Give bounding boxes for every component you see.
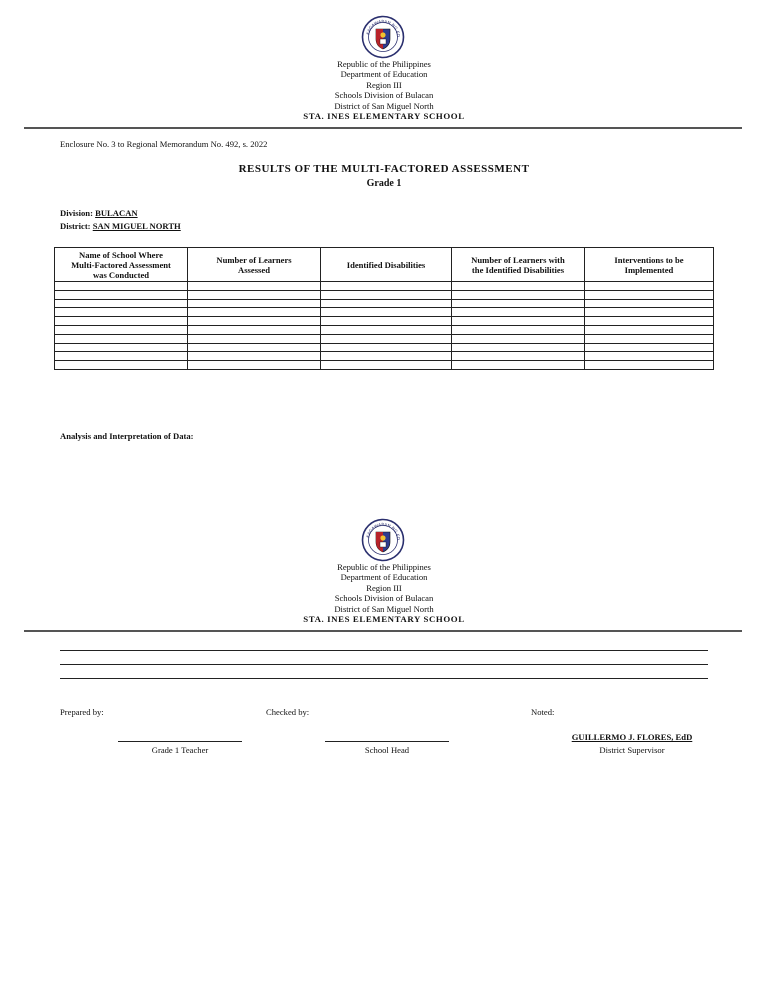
svg-text:KAGAWARAN NG EDUKASYON: KAGAWARAN NG ED xyxy=(365,18,402,38)
enclosure-note: Enclosure No. 3 to Regional Memorandum No. 492, s. 2022 xyxy=(60,139,268,149)
table-row xyxy=(55,334,714,343)
header-line: Department of Education xyxy=(340,69,428,80)
teacher-role: Grade 1 Teacher xyxy=(151,745,209,755)
table-cell[interactable] xyxy=(321,325,452,334)
analysis-label: Analysis and Interpretation of Data: xyxy=(60,431,194,441)
table-cell[interactable] xyxy=(585,343,714,352)
column-header: Name of School Where Multi-Factored Assessment was Conducted xyxy=(55,248,188,282)
table-cell[interactable] xyxy=(321,361,452,370)
table-header-row xyxy=(55,248,714,282)
table-cell[interactable] xyxy=(188,282,321,291)
checked-by-label: Checked by: xyxy=(266,707,310,717)
district-row xyxy=(60,221,181,231)
table-row xyxy=(55,343,714,352)
table-cell[interactable] xyxy=(55,308,188,317)
header-divider xyxy=(24,630,742,632)
head-role: School Head xyxy=(364,745,410,755)
table-cell[interactable] xyxy=(321,317,452,326)
table-cell[interactable] xyxy=(55,334,188,343)
table-cell[interactable] xyxy=(585,299,714,308)
deped-seal-icon xyxy=(361,518,405,562)
table-cell[interactable] xyxy=(452,282,585,291)
table-cell[interactable] xyxy=(585,334,714,343)
table-row xyxy=(55,290,714,299)
table-cell[interactable] xyxy=(55,317,188,326)
head-signature-line xyxy=(325,741,449,742)
teacher-signature-line xyxy=(118,741,242,742)
table-cell[interactable] xyxy=(452,299,585,308)
writing-line xyxy=(60,650,708,651)
document-title: RESULTS OF THE MULTI-FACTORED ASSESSMENT xyxy=(238,163,530,175)
table-cell[interactable] xyxy=(452,361,585,370)
table-cell[interactable] xyxy=(585,308,714,317)
header-line: Department of Education xyxy=(340,572,428,583)
table-row xyxy=(55,282,714,291)
header-line: Region III xyxy=(366,79,402,90)
table-cell[interactable] xyxy=(321,308,452,317)
header-line: Region III xyxy=(366,582,402,593)
header-line: Republic of the Philippines xyxy=(337,59,431,69)
header-divider xyxy=(24,127,742,129)
table-cell[interactable] xyxy=(188,361,321,370)
table-cell[interactable] xyxy=(188,352,321,361)
table-row xyxy=(55,352,714,361)
document-subtitle: Grade 1 xyxy=(366,178,402,189)
header-line: District of San Miguel North xyxy=(334,100,434,111)
table-cell[interactable] xyxy=(55,282,188,291)
table-cell[interactable] xyxy=(452,334,585,343)
table-cell[interactable] xyxy=(188,308,321,317)
column-header: Number of Learners with the Identified Disabilities xyxy=(452,248,585,282)
table-cell[interactable] xyxy=(585,352,714,361)
table-cell[interactable] xyxy=(452,317,585,326)
noted-label: Noted: xyxy=(531,707,555,717)
division-label: Division: xyxy=(60,208,93,218)
table-cell[interactable] xyxy=(188,317,321,326)
division-value: BULACAN xyxy=(95,208,138,218)
table-cell[interactable] xyxy=(452,308,585,317)
table-row xyxy=(55,325,714,334)
prepared-by-label: Prepared by: xyxy=(60,707,104,717)
writing-line xyxy=(60,664,708,665)
table-cell[interactable] xyxy=(452,290,585,299)
table-cell[interactable] xyxy=(585,290,714,299)
column-header: Identified Disabilities xyxy=(321,248,452,282)
table-cell[interactable] xyxy=(321,352,452,361)
table-cell[interactable] xyxy=(188,299,321,308)
table-cell[interactable] xyxy=(188,334,321,343)
table-row xyxy=(55,317,714,326)
writing-line xyxy=(60,678,708,679)
school-name: STA. INES ELEMENTARY SCHOOL xyxy=(303,614,465,625)
agency-header xyxy=(0,562,768,625)
district-label: District: xyxy=(60,221,91,231)
table-cell[interactable] xyxy=(188,343,321,352)
table-cell[interactable] xyxy=(321,299,452,308)
header-line: Republic of the Philippines xyxy=(337,562,431,572)
table-cell[interactable] xyxy=(585,325,714,334)
column-header: Interventions to be Implemented xyxy=(585,248,714,282)
division-row xyxy=(60,208,138,218)
table-cell[interactable] xyxy=(585,317,714,326)
table-cell[interactable] xyxy=(321,334,452,343)
supervisor-role: District Supervisor xyxy=(599,745,665,755)
results-table xyxy=(54,247,714,370)
table-row xyxy=(55,361,714,370)
header-line: Schools Division of Bulacan xyxy=(334,593,434,604)
table-cell[interactable] xyxy=(55,352,188,361)
table-cell[interactable] xyxy=(452,343,585,352)
table-cell[interactable] xyxy=(188,290,321,299)
agency-header xyxy=(0,59,768,122)
header-line: District of San Miguel North xyxy=(334,603,434,614)
table-cell[interactable] xyxy=(321,282,452,291)
table-cell[interactable] xyxy=(188,325,321,334)
school-name: STA. INES ELEMENTARY SCHOOL xyxy=(303,111,465,122)
svg-text:KAGAWARAN NG EDUKASYON: KAGAWARAN NG ED xyxy=(365,521,402,541)
table-cell[interactable] xyxy=(585,361,714,370)
header-line: Schools Division of Bulacan xyxy=(334,90,434,101)
column-header: Number of Learners Assessed xyxy=(188,248,321,282)
table-cell[interactable] xyxy=(321,290,452,299)
district-value: SAN MIGUEL NORTH xyxy=(92,221,181,231)
table-cell[interactable] xyxy=(55,343,188,352)
supervisor-name: GUILLERMO J. FLORES, EdD xyxy=(571,732,693,742)
table-cell[interactable] xyxy=(321,343,452,352)
table-row xyxy=(55,308,714,317)
table-cell[interactable] xyxy=(55,299,188,308)
deped-seal-icon xyxy=(361,15,405,59)
table-cell[interactable] xyxy=(55,361,188,370)
table-cell[interactable] xyxy=(55,290,188,299)
table-cell[interactable] xyxy=(452,325,585,334)
table-cell[interactable] xyxy=(452,352,585,361)
table-cell[interactable] xyxy=(55,325,188,334)
table-cell[interactable] xyxy=(585,282,714,291)
table-row xyxy=(55,299,714,308)
